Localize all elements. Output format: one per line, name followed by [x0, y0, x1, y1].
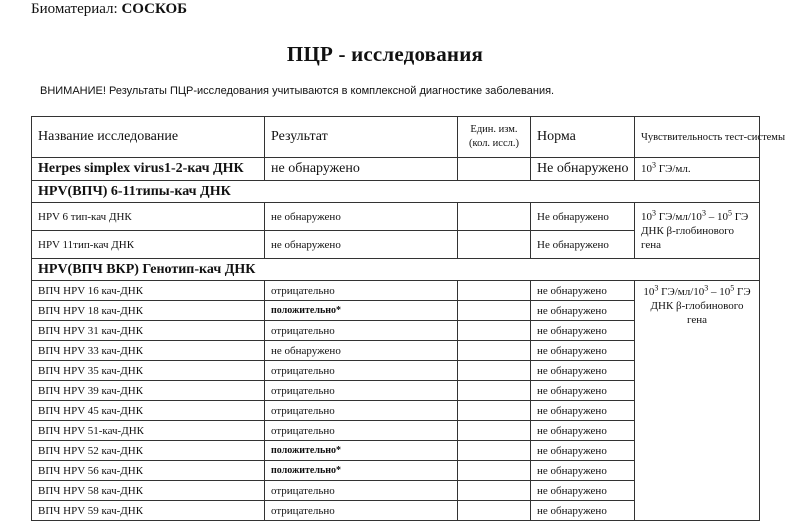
s2-row0-norm: не обнаружено [531, 281, 635, 301]
header-name: Название исследование [32, 117, 265, 158]
s2-row3-norm: не обнаружено [531, 341, 635, 361]
s2-row5-name: ВПЧ HPV 39 кач-ДНК [32, 381, 265, 401]
s2-row2-name: ВПЧ HPV 31 кач-ДНК [32, 321, 265, 341]
s2-sens-a: 10 [643, 286, 655, 298]
s2-row8-norm: не обнаружено [531, 441, 635, 461]
s1-row1-unit [458, 231, 531, 259]
s2-row0-unit [458, 281, 531, 301]
s1-sens-c-exp: 5 [727, 207, 732, 217]
s2-row6-result: отрицательно [265, 401, 458, 421]
s1-sens-a: 10 [641, 210, 652, 223]
s2-row2-result: отрицательно [265, 321, 458, 341]
s2-row11-norm: не обнаружено [531, 501, 635, 521]
s2-row1-result: положительно* [265, 301, 458, 321]
s2-row11-result: отрицательно [265, 501, 458, 521]
s2-row3-unit [458, 341, 531, 361]
header-result: Результат [265, 117, 458, 158]
table-header [32, 117, 760, 158]
s2-row10-name: ВПЧ HPV 58 кач-ДНК [32, 481, 265, 501]
s2-sens-c-exp: 5 [730, 283, 735, 293]
header-unit-line2: (кол. иссл.) [469, 138, 519, 149]
section2-title: HPV(ВПЧ ВКР) Генотип-кач ДНК [32, 259, 760, 281]
s1-sens-b-exp: 3 [701, 207, 706, 217]
s2-row1-unit [458, 301, 531, 321]
s2-row3-name: ВПЧ HPV 33 кач-ДНК [32, 341, 265, 361]
s1-row1-name: HPV 11тип-кач ДНК [32, 231, 265, 259]
s2-row9-name: ВПЧ HPV 56 кач-ДНК [32, 461, 265, 481]
s2-row10-unit [458, 481, 531, 501]
section1-title: HPV(ВПЧ) 6-11типы-кач ДНК [32, 181, 760, 203]
s1-row1-result: не обнаружено [265, 231, 458, 259]
section1-header [32, 181, 760, 203]
s2-row4-name: ВПЧ HPV 35 кач-ДНК [32, 361, 265, 381]
page-title: ПЦР - исследования [286, 42, 484, 66]
s2-row6-unit [458, 401, 531, 421]
s2-sens-c: – 10 [708, 286, 731, 298]
herpes-result: не обнаружено [265, 158, 458, 181]
section2-sensitivity [635, 281, 760, 521]
s1-sens-c: – 10 [705, 210, 728, 223]
table-row [32, 281, 760, 301]
s2-row5-result: отрицательно [265, 381, 458, 401]
s1-sens-d: ГЭ ДНК β-глобинового гена [641, 210, 749, 251]
header-norm: Норма [531, 117, 635, 158]
s1-row0-result: не обнаружено [265, 203, 458, 231]
s2-row8-unit [458, 441, 531, 461]
s2-row8-name: ВПЧ HPV 52 кач-ДНК [32, 441, 265, 461]
biomaterial-label: Биоматериал: [31, 1, 118, 17]
header-unit-line1: Един. изм. [470, 124, 518, 135]
s2-row1-norm: не обнаружено [531, 301, 635, 321]
s2-row10-norm: не обнаружено [531, 481, 635, 501]
s2-row1-name: ВПЧ HPV 18 кач-ДНК [32, 301, 265, 321]
herpes-unit [458, 158, 531, 181]
s2-row5-unit [458, 381, 531, 401]
s2-sens-a-exp: 3 [654, 283, 659, 293]
s2-row8-result: положительно* [265, 441, 458, 461]
herpes-sensitivity [635, 158, 760, 181]
s2-sens-b-exp: 3 [704, 283, 709, 293]
s2-row0-name: ВПЧ HPV 16 кач-ДНК [32, 281, 265, 301]
s2-row5-norm: не обнаружено [531, 381, 635, 401]
s2-row7-norm: не обнаружено [531, 421, 635, 441]
section2-header [32, 259, 760, 281]
s2-row10-result: отрицательно [265, 481, 458, 501]
herpes-sens-exp: 3 [652, 160, 656, 170]
s1-row1-norm: Не обнаружено [531, 231, 635, 259]
s2-row11-name: ВПЧ HPV 59 кач-ДНК [32, 501, 265, 521]
s2-row7-name: ВПЧ HPV 51-кач-ДНК [32, 421, 265, 441]
s2-row9-norm: не обнаружено [531, 461, 635, 481]
s2-row11-unit [458, 501, 531, 521]
table-row [32, 203, 760, 231]
s2-row7-unit [458, 421, 531, 441]
s2-row9-result: положительно* [265, 461, 458, 481]
notice-text: ВНИМАНИЕ! Результаты ПЦР-исследования учитываются в комплексной диагностике заболевания. [40, 85, 555, 97]
s2-row6-norm: не обнаружено [531, 401, 635, 421]
s2-row4-unit [458, 361, 531, 381]
s1-sens-a-exp: 3 [652, 207, 656, 217]
biomaterial-value: СОСКОБ [121, 1, 188, 17]
header-sensitivity: Чувствительность тест-системы [635, 117, 760, 158]
section1-sensitivity [635, 203, 760, 259]
herpes-row [32, 158, 760, 181]
s2-row7-result: отрицательно [265, 421, 458, 441]
s1-row0-unit [458, 203, 531, 231]
s2-sens-d: ГЭ ДНК β-глобинового гена [650, 286, 751, 326]
s2-sens-b: ГЭ/мл/10 [658, 286, 705, 298]
s2-row3-result: не обнаружено [265, 341, 458, 361]
s2-row4-norm: не обнаружено [531, 361, 635, 381]
s1-sens-b: ГЭ/мл/10 [656, 210, 702, 223]
header-unit [458, 117, 531, 158]
herpes-sens-base: 10 [641, 163, 652, 175]
s1-row0-norm: Не обнаружено [531, 203, 635, 231]
s2-row6-name: ВПЧ HPV 45 кач-ДНК [32, 401, 265, 421]
herpes-norm: Не обнаружено [531, 158, 635, 181]
biomaterial-line [31, 1, 187, 18]
herpes-name: Herpes simplex virus1-2-кач ДНК [32, 158, 265, 181]
s2-row9-unit [458, 461, 531, 481]
s2-row0-result: отрицательно [265, 281, 458, 301]
results-table [31, 116, 785, 521]
herpes-sens-unit: ГЭ/мл. [656, 163, 691, 175]
s2-row2-unit [458, 321, 531, 341]
s1-row0-name: HPV 6 тип-кач ДНК [32, 203, 265, 231]
s2-row2-norm: не обнаружено [531, 321, 635, 341]
s2-row4-result: отрицательно [265, 361, 458, 381]
